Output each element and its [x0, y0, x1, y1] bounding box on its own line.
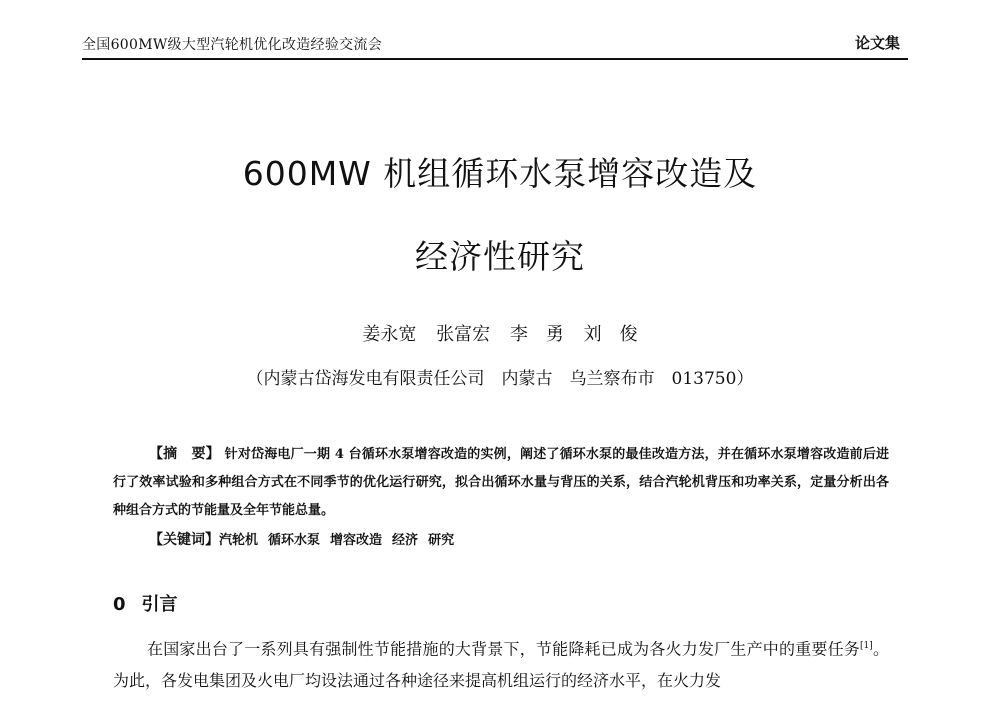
- section-number: 0: [113, 594, 126, 615]
- keyword: 经济: [392, 533, 419, 548]
- affiliation: （内蒙古岱海发电有限责任公司 内蒙古 乌兰察布市 013750）: [246, 369, 754, 389]
- author: 张富宏: [436, 324, 491, 345]
- body-paragraph: [113, 630, 889, 697]
- keyword: 循环水泵: [268, 533, 321, 548]
- author: 李 勇: [509, 324, 564, 345]
- section-heading: [113, 590, 178, 616]
- citation-ref[interactable]: [1]: [860, 641, 873, 651]
- abstract: [113, 440, 889, 525]
- running-header: [82, 30, 908, 60]
- keywords: [149, 529, 464, 549]
- body-text-part-2: 。为此，各发电集团及火电厂均设法通过各种途径来提高机组运行的经济水平，在火力发: [113, 639, 889, 691]
- keywords-tag: 【关键词】: [149, 532, 219, 548]
- keyword: 汽轮机: [219, 533, 259, 548]
- author-list: [0, 320, 1000, 346]
- abstract-text: 针对岱海电厂一期 4 台循环水泵增容改造的实例，阐述了循环水泵的最佳改造方法，并在循环水泵增容改造前后进行了效率试验和多种组合方式在不同季节的优化运行研究，拟合出循环水量与背压的关系，结合汽轮机背压和功率关系，定量分析出各种组合方式的节能量及全年节能总量。: [113, 447, 890, 518]
- abstract-tag: 【摘 要】: [149, 446, 220, 462]
- author: 姜永宽: [362, 324, 417, 345]
- section-title: 引言: [141, 594, 178, 615]
- keyword: 增容改造: [330, 533, 383, 548]
- author: 刘 俊: [583, 324, 638, 345]
- paper-title-line-1: 600MW 机组循环水泵增容改造及: [242, 154, 758, 193]
- body-text-part-1: 在国家出台了一系列具有强制性节能措施的大背景下，节能降耗已成为各火力发厂生产中的重要任务: [147, 639, 861, 659]
- paper-title-line-2: 经济性研究: [415, 237, 585, 276]
- keyword: 研究: [428, 533, 455, 548]
- collection-label: 论文集: [854, 34, 900, 52]
- conference-name: 全国600MW级大型汽轮机优化改造经验交流会: [82, 37, 383, 53]
